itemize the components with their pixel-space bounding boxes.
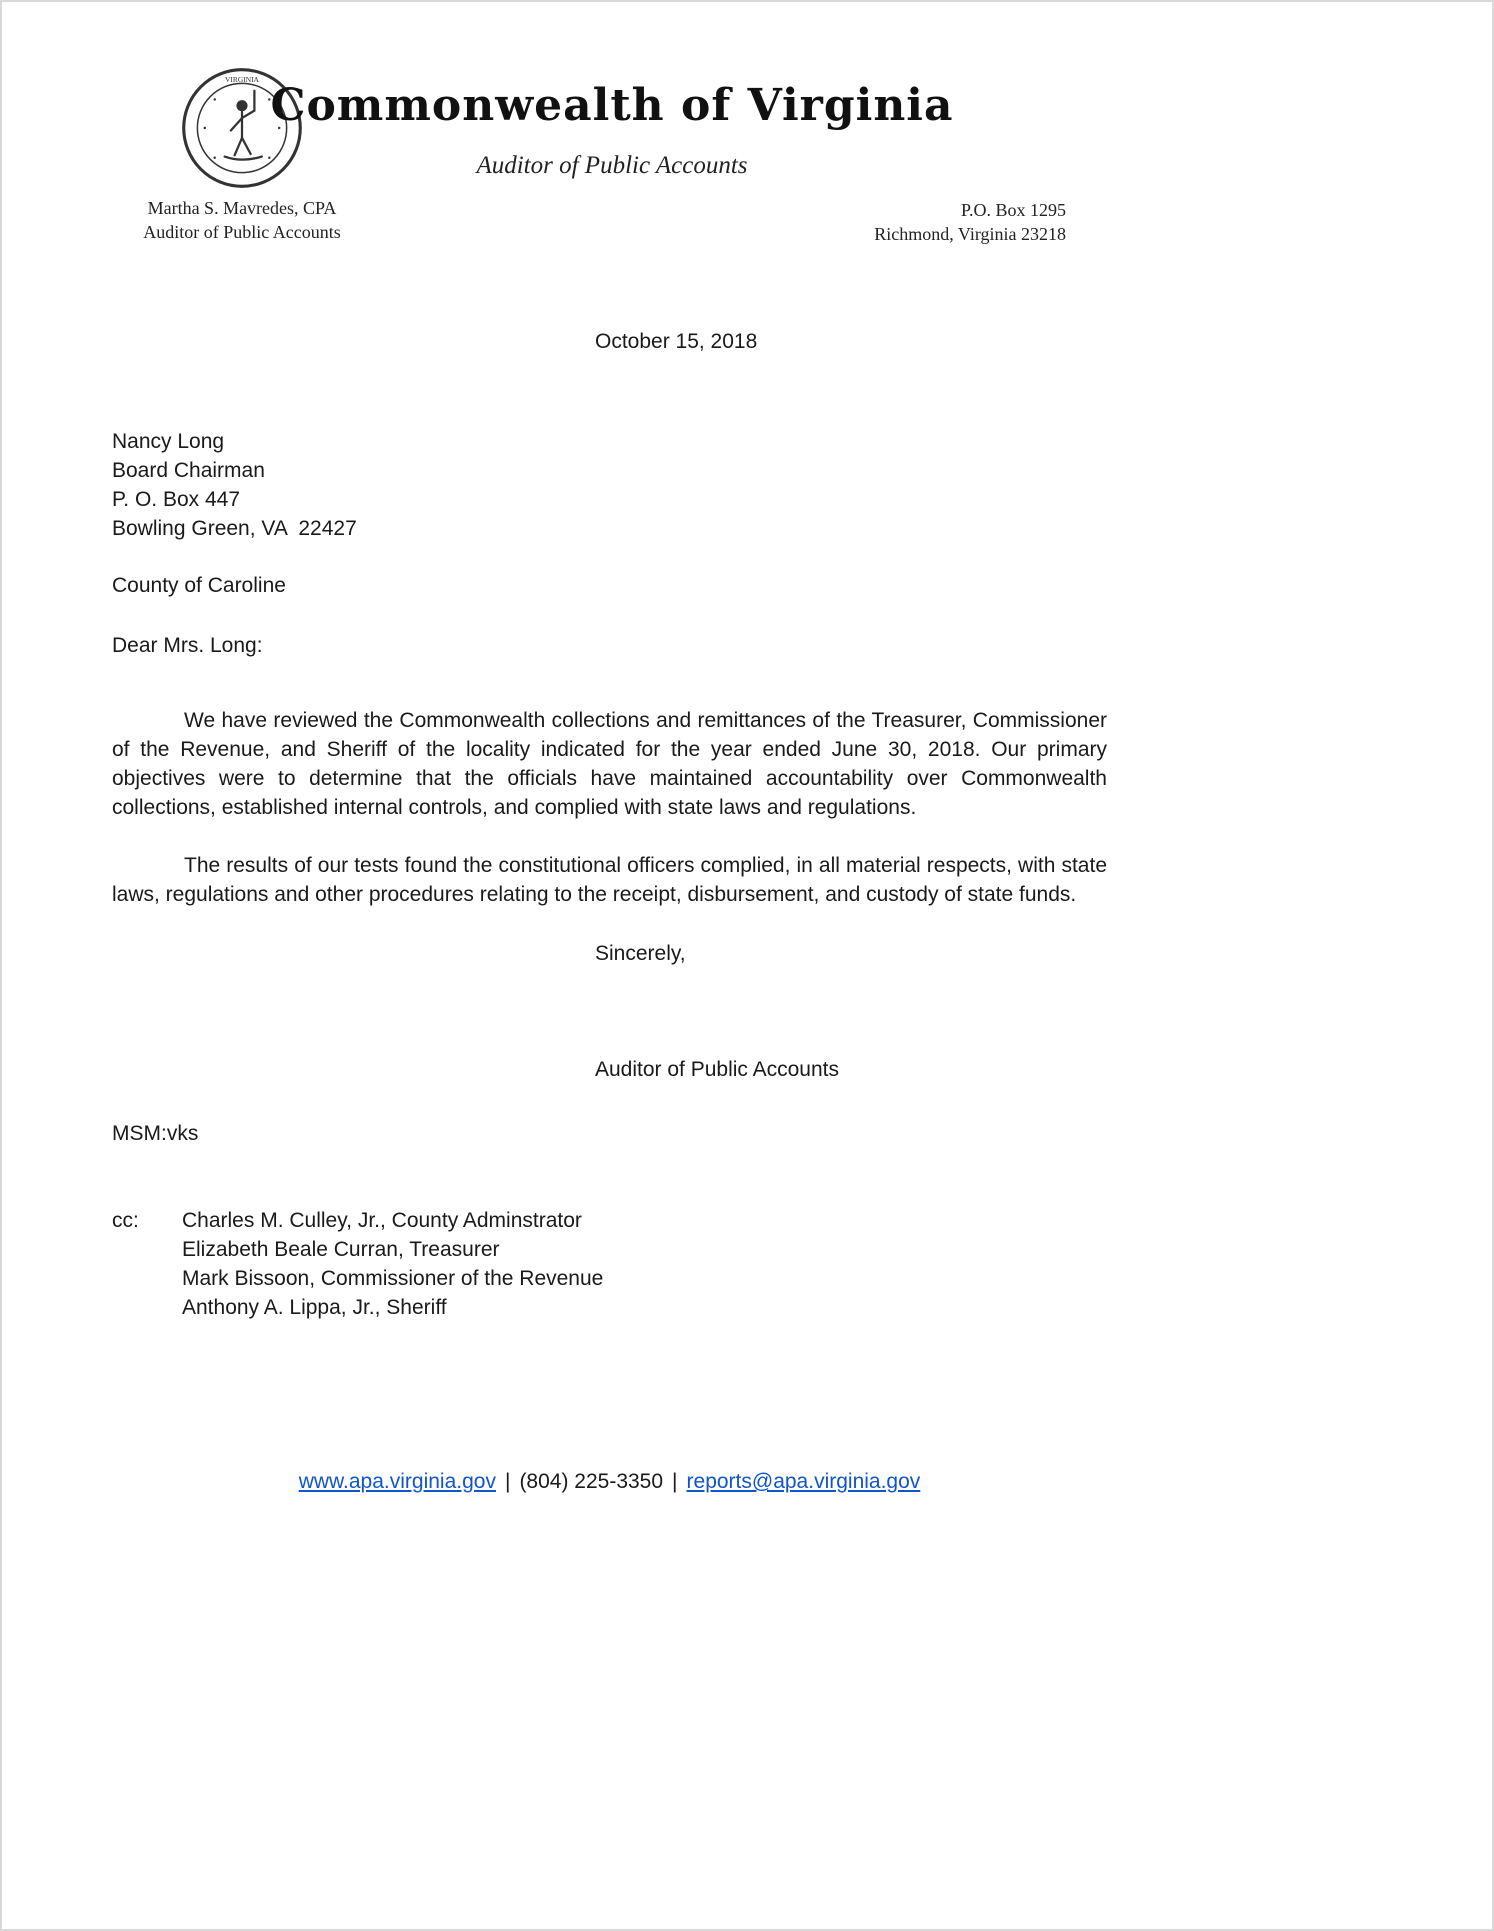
letterhead-address bbox=[874, 198, 1066, 246]
cc-item: Charles M. Culley, Jr., County Adminstrator bbox=[182, 1209, 582, 1232]
recipient-address-line2: Bowling Green, VA 22427 bbox=[112, 517, 357, 540]
svg-text:VIRGINIA: VIRGINIA bbox=[225, 75, 259, 85]
cc-block bbox=[112, 1206, 1107, 1322]
recipient-name: Nancy Long bbox=[112, 430, 225, 453]
official-title: Auditor of Public Accounts bbox=[143, 222, 341, 242]
cc-item: Anthony A. Lippa, Jr., Sheriff bbox=[182, 1296, 447, 1319]
paragraph-2: The results of our tests found the constitutional officers complied, in all material respects, with state laws, regulations and other procedures relating to the receipt, disbursement, and custody of state funds. bbox=[112, 854, 1107, 906]
cc-label: cc: bbox=[112, 1209, 139, 1232]
page-footer bbox=[112, 1467, 1107, 1496]
salutation: Dear Mrs. Long: bbox=[112, 634, 263, 657]
official-name: Martha S. Mavredes, CPA bbox=[147, 198, 337, 218]
cc-item: Elizabeth Beale Curran, Treasurer bbox=[182, 1238, 500, 1261]
paragraph-1: We have reviewed the Commonwealth collections and remittances of the Treasurer, Commissioner of the Revenue, and Sheriff of the locality indicated for the year ended June 30, 2018. Our primary objectives were to determine that the officials have maintained accountability over Commonwealth collections, established internal controls, and complied with state laws and regulations. bbox=[112, 709, 1107, 819]
recipient-title: Board Chairman bbox=[112, 459, 265, 482]
recipient-address-block bbox=[112, 427, 1107, 543]
footer-website-link[interactable]: www.apa.virginia.gov bbox=[298, 1470, 496, 1493]
cc-list bbox=[182, 1206, 603, 1322]
footer-separator: | bbox=[672, 1470, 678, 1493]
footer-email-link[interactable]: reports@apa.virginia.gov bbox=[686, 1470, 921, 1493]
letter-body bbox=[112, 327, 1107, 1322]
recipient-address-line1: P. O. Box 447 bbox=[112, 488, 241, 511]
footer-phone: (804) 225-3350 bbox=[519, 1470, 664, 1493]
letter-date: October 15, 2018 bbox=[595, 330, 758, 353]
agency-subtitle: Auditor of Public Accounts bbox=[476, 152, 748, 179]
letterhead-city-state-zip: Richmond, Virginia 23218 bbox=[874, 224, 1066, 244]
closing: Sincerely, bbox=[595, 942, 686, 965]
locality-name: County of Caroline bbox=[112, 574, 286, 597]
agency-name: Commonwealth of Virginia bbox=[270, 80, 954, 131]
signature-title: Auditor of Public Accounts bbox=[595, 1058, 839, 1081]
letterhead-po-box: P.O. Box 1295 bbox=[960, 200, 1066, 220]
reference-initials: MSM:vks bbox=[112, 1122, 199, 1145]
footer-separator: | bbox=[504, 1470, 511, 1493]
cc-item: Mark Bissoon, Commissioner of the Revenue bbox=[182, 1267, 604, 1290]
